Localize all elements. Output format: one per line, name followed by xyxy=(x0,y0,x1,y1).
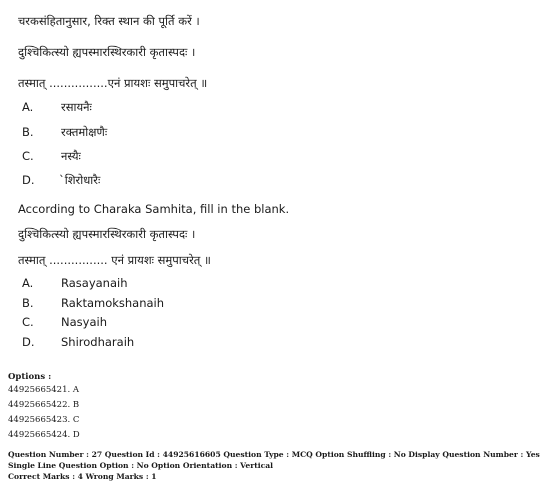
english-option-c-text: Nasyaih xyxy=(61,315,107,329)
english-instruction: According to Charaka Samhita, fill in the blank. xyxy=(18,202,290,216)
question-meta-line-3: Correct Marks : 4 Wrong Marks : 1 xyxy=(8,472,157,481)
english-option-b-letter: B. xyxy=(22,296,34,310)
options-heading: Options : xyxy=(8,372,52,382)
english-verse-line-2: तस्मात् ................ एनं प्रायशः समुपाचरेत् ॥ xyxy=(18,253,211,267)
english-option-d-text: Shirodharaih xyxy=(61,335,135,349)
question-meta-line-2: Single Line Question Option : No Option Orientation : Vertical xyxy=(8,461,274,470)
hindi-option-b-text: रक्तमोक्षणैः xyxy=(61,125,108,139)
hindi-option-a-letter: A. xyxy=(22,100,34,114)
option-id-b: 44925665422. B xyxy=(8,400,80,410)
english-option-b-text: Raktamokshanaih xyxy=(61,296,165,310)
english-option-a-letter: A. xyxy=(22,276,34,290)
english-option-d-letter: D. xyxy=(22,335,35,349)
option-id-d: 44925665424. D xyxy=(8,430,80,440)
english-option-a-text: Rasayanaih xyxy=(61,276,128,290)
hindi-verse-line-1: दुश्चिकित्स्यो ह्यपस्मारस्थिरकारी कृतास्पदः । xyxy=(18,45,196,59)
english-verse-line-1: दुश्चिकित्स्यो ह्यपस्मारस्थिरकारी कृतास्पदः । xyxy=(18,227,196,241)
question-meta-line-1: Question Number : 27 Question Id : 44925616605 Question Type : MCQ Option Shuffling : No Display Question Number : Yes xyxy=(8,450,540,459)
hindi-verse-line-2: तस्मात् ................एनं प्रायशः समुपाचरेत् ॥ xyxy=(18,76,208,90)
option-id-c: 44925665423. C xyxy=(8,415,80,425)
hindi-option-c-letter: C. xyxy=(22,149,34,163)
option-id-a: 44925665421. A xyxy=(8,385,80,395)
hindi-option-c-text: नस्यैः xyxy=(61,149,81,163)
hindi-option-d-text: `शिरोधारैः xyxy=(59,173,101,187)
hindi-option-a-text: रसायनैः xyxy=(61,100,92,114)
english-option-c-letter: C. xyxy=(22,315,34,329)
hindi-instruction: चरकसंहितानुसार, रिक्त स्थान की पूर्ति करें । xyxy=(18,14,200,28)
hindi-option-d-letter: D. xyxy=(22,173,35,187)
hindi-option-b-letter: B. xyxy=(22,125,34,139)
